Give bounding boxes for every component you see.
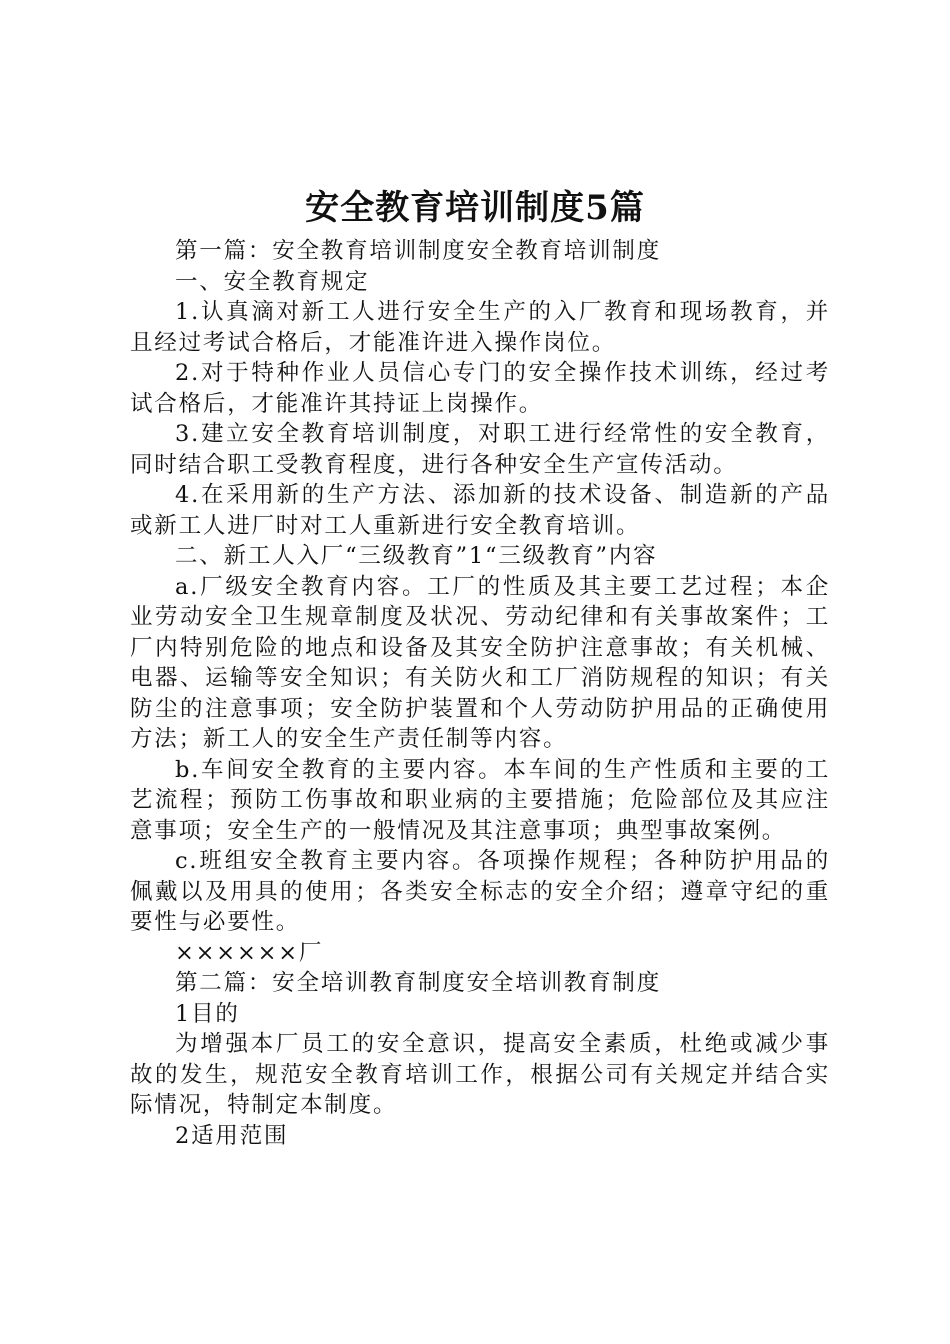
subsection-heading-safety-rules: 一、安全教育规定 — [175, 268, 370, 295]
paragraph-workshop-level: b.车间安全教育的主要内容。本车间的生产性质和主要的工艺流程；预防工伤事故和职业病的主要措施；危险部位及其应注意事项；安全生产的一般情况及其注意事项；典型事故案例。 — [130, 756, 830, 844]
paragraph-team-level: c.班组安全教育主要内容。各项操作规程；各种防护用品的佩戴以及用具的使用；各类安全标志的安全介绍；遵章守纪的重要性与必要性。 — [130, 848, 830, 935]
paragraph-factory-level: a.厂级安全教育内容。工厂的性质及其主要工艺过程；本企业劳动安全卫生规章制度及状况、劳动纪律和有关事故案件；工厂内特别危险的地点和设备及其安全防护注意事故；有关机械、电器、运输等安全知识；有关防火和工厂消防规程的知识；有关防尘的注意事项；安全防护装置和个人劳动防护用品的正确使用方法；新工人的安全生产责任制等内容。 — [130, 573, 830, 752]
paragraph-rule-2: 2.对于特种作业人员信心专门的安全操作技术训练，经过考试合格后，才能准许其持证上岗操作。 — [130, 360, 830, 417]
paragraph-rule-1: 1.认真滴对新工人进行安全生产的入厂教育和现场教育，并且经过考试合格后，才能准许进入操作岗位。 — [130, 299, 830, 356]
section-heading-part-two: 第二篇：安全培训教育制度安全培训教育制度 — [175, 970, 662, 996]
subsection-heading-three-level-education: 二、新工人入厂“三级教育”1“三级教育”内容 — [175, 543, 658, 569]
subsection-heading-purpose: 1目的 — [175, 1000, 240, 1027]
paragraph-rule-3: 3.建立安全教育培训制度，对职工进行经常性的安全教育，同时结合职工受教育程度，进行各种安全生产宣传活动。 — [130, 421, 830, 478]
section-heading-part-one: 第一篇：安全教育培训制度安全教育培训制度 — [175, 238, 662, 264]
document-title: 安全教育培训制度5篇 — [305, 188, 645, 228]
paragraph-factory-signature: ××××××厂 — [175, 939, 324, 966]
paragraph-purpose: 为增强本厂员工的安全意识，提高安全素质，杜绝或减少事故的发生，规范安全教育培训工作，根据公司有关规定并结合实际情况，特制定本制度。 — [130, 1031, 830, 1118]
document-body — [130, 236, 830, 1151]
paragraph-rule-4: 4.在采用新的生产方法、添加新的技术设备、制造新的产品或新工人进厂时对工人重新进行安全教育培训。 — [130, 482, 830, 539]
subsection-heading-scope: 2适用范围 — [175, 1122, 289, 1149]
